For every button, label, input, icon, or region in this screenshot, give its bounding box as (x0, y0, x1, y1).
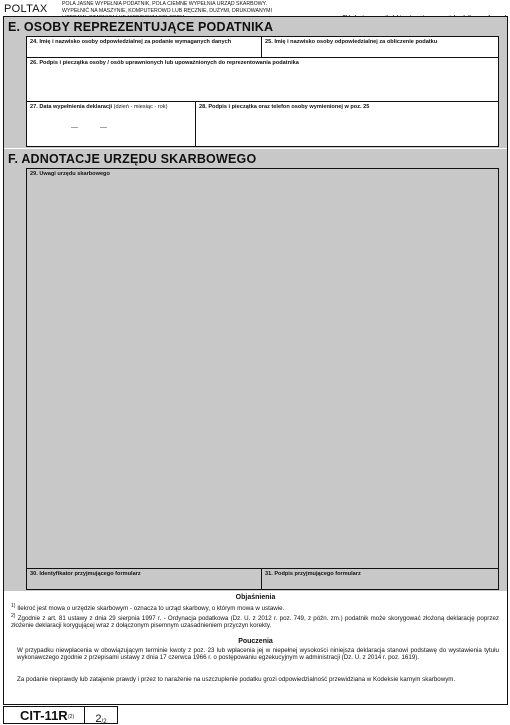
instructions-title: Pouczenia (238, 638, 273, 645)
field-29-box (26, 168, 499, 569)
note-1-text: Ilekroć jest mowa o urzędzie skarbowym - oznacza to urząd skarbowy, o którym mowa w ustawie. (17, 605, 285, 613)
field-30-label: 30. Identyfikator przyjmującego formularz (30, 571, 141, 577)
field-24-label: 24. Imię i nazwisko osoby odpowiedzialnej za podanie wymaganych danych (30, 39, 232, 45)
form-code-box (3, 706, 85, 724)
field-27-hint: (dzień - miesiąc - rok) (113, 104, 168, 110)
field-30-box (26, 568, 262, 590)
date-separators: — — (71, 124, 117, 131)
note-2-text: Zgodnie z art. 81 ustawy z dnia 29 sierpnia 1997 r. - Ordynacja podatkowa (Dz. U. z 2012 r. poz. 749, z późn. zm.) podatnik może skorygować złożoną deklarację poprzez złożenie deklaracji korygującej wraz z dołączonym pisemnym uzasadnieniem przyczyn korekty. (11, 615, 499, 630)
field-31-box (261, 568, 499, 590)
field-24-box[interactable] (26, 36, 262, 58)
field-26-box[interactable] (26, 57, 499, 102)
page-number-box (84, 706, 118, 724)
note-1-marker: 1) (11, 603, 16, 609)
form-version: (2) (68, 714, 75, 720)
form-brand: POLTAX (4, 3, 48, 15)
page-total: /2 (101, 719, 107, 725)
header-instructions: POLA JASNE WYPEŁNIA PODATNIK, POLA CIEMNE WYPEŁNIA URZĄD SKARBOWY. WYPEŁNIĆ NA MASZYNIE, KOMPUTEROWO LUB RĘCZNIE, DUŻYMI, DRUKOWANYMI (62, 1, 272, 14)
field-27-box[interactable] (26, 101, 196, 147)
instruction-2: Za podanie nieprawdy lub zatajenie prawdy i przez to narażenie na uszczuplenie podatku grozi odpowiedzialność przewidziana w Kodeksie karnym skarbowym. (17, 676, 456, 683)
field-28-label: 28. Podpis i pieczątka oraz telefon osoby wymienionej w poz. 25 (199, 104, 370, 110)
field-27-label-row (27, 102, 195, 113)
field-25-label: 25. Imię i nazwisko osoby odpowiedzialnej za obliczenie podatku (265, 39, 438, 45)
form-code: CIT-11R (20, 708, 68, 723)
field-25-box[interactable] (261, 36, 499, 58)
field-26-label: 26. Podpis i pieczątka osoby / osób uprawnionych lub upoważnionych do reprezentowania podatnika (30, 60, 299, 66)
page-number: 2 (95, 713, 102, 725)
field-29-label: 29. Uwagi urzędu skarbowego (30, 171, 110, 177)
note-2-marker: 2) (11, 613, 16, 619)
field-27-label: 27. Data wypełnienia deklaracji (30, 104, 113, 110)
explanation-1 (11, 603, 499, 612)
section-f-title: F. ADNOTACJE URZĘDU SKARBOWEGO (8, 152, 257, 166)
section-e-title: E. OSOBY REPREZENTUJĄCE PODATNIKA (8, 20, 274, 34)
field-28-box[interactable] (195, 101, 499, 147)
explanations-title: Objaśnienia (235, 594, 276, 601)
field-31-label: 31. Podpis przyjmującego formularz (265, 571, 361, 577)
instruction-1: W przypadku niewpłacenia w obowiązującym terminie kwoty z poz. 23 lub wpłacenia jej w niepełnej wysokości niniejsza deklaracja stanowi podstawę do wystawienia tytułu wykonawczego zgodnie z przepisami ustawy z dnia 17 czerwca 1966 r. o postępowaniu egzekucyjnym w administracji (Dz. U. z 2014 r. poz. 1619). (17, 647, 499, 662)
explanation-2 (11, 613, 499, 630)
